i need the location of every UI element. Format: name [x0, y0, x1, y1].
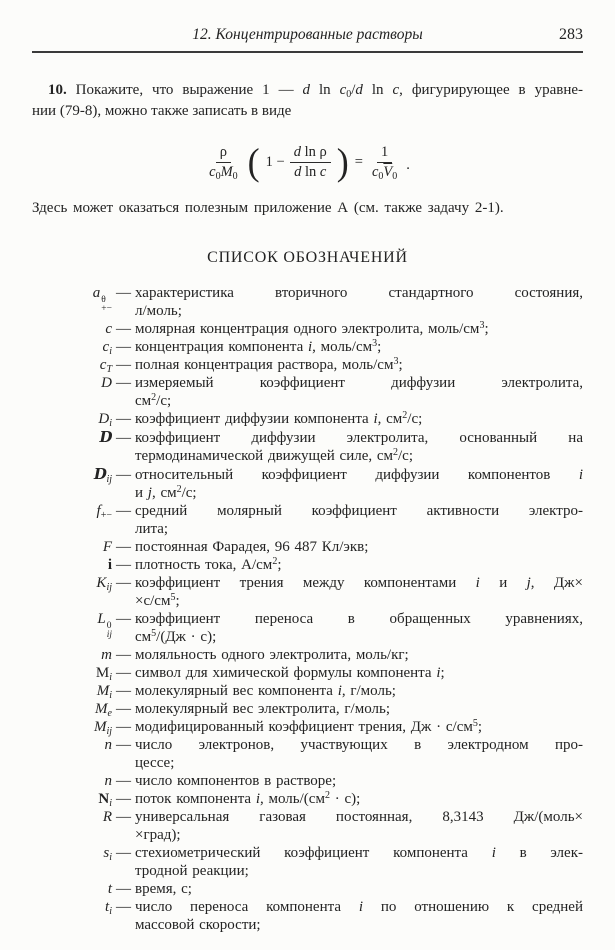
- symbol-description: средний молярный коэффициент активности электро- лита;: [135, 503, 583, 537]
- symbol-label: n: [104, 737, 112, 753]
- page-number: 283: [559, 26, 583, 43]
- symbol-row: [32, 898, 583, 934]
- symbol-dash: —: [116, 647, 131, 663]
- symbol-label: $s_i$: [103, 845, 112, 863]
- section-title: СПИСОК ОБОЗНАЧЕНИЙ: [207, 249, 408, 266]
- header-rule: [32, 51, 583, 53]
- symbol-label: $D_i$: [98, 411, 112, 429]
- symbol-label: t: [107, 881, 112, 897]
- symbol-dash: —: [116, 575, 131, 591]
- symbol-label: $M_e$: [95, 701, 112, 719]
- fraction-1-c0V0: $\frac{1}{c_0\overline{V}_0}$: [371, 143, 398, 182]
- symbol-label: $N_i$: [98, 791, 112, 809]
- equation: [32, 136, 583, 188]
- symbol-dash: —: [116, 719, 131, 735]
- symbol-label: F: [102, 539, 112, 555]
- symbol-label: D: [101, 375, 112, 391]
- symbol-row: [32, 428, 583, 465]
- symbol-label: $K_{ij}$: [96, 575, 112, 593]
- symbol-description: коэффициент переноса в обращенных уравнениях, $см^5/(Дж \cdot с)$;: [135, 611, 583, 645]
- symbol-description: коэффициент диффузии компонента i, $см^2/с$;: [135, 410, 423, 427]
- symbol-row: [32, 574, 583, 610]
- symbol-row: [32, 682, 583, 700]
- symbol-row: [32, 374, 583, 410]
- symbol-description: универсальная газовая постоянная, 8,3143 Дж/(моль× ×град);: [135, 809, 583, 843]
- symbol-dash: —: [116, 285, 131, 301]
- symbol-dash: —: [116, 773, 131, 789]
- symbol-row: [32, 538, 583, 556]
- symbol-description: коэффициент трения между компонентами i и j, Дж× $\times с/см^5$;: [135, 575, 583, 609]
- symbol-description: молекулярный вес электролита, г/моль;: [135, 701, 391, 717]
- problem-line-2: нии (79-8), можно также записать в виде: [32, 103, 292, 119]
- equation-lead: 1 −: [265, 154, 285, 170]
- symbol-dash: —: [116, 791, 131, 807]
- symbol-row: [32, 356, 583, 374]
- symbol-label: $M_i$: [96, 683, 112, 701]
- symbol-label: R: [102, 809, 112, 825]
- symbol-label: a θ +−: [92, 285, 112, 314]
- symbol-description: плотность тока, $А/см^2$;: [135, 556, 282, 573]
- symbol-row: [32, 465, 583, 502]
- problem-line-1: 10. Покажите, что выражение 1 — d $\ln c_0/d$ ln c, фигурирующее в уравне-: [48, 82, 583, 100]
- symbol-row: [32, 736, 583, 772]
- symbol-description: модифицированный коэффициент трения, Дж · $с/см^5$;: [135, 718, 483, 735]
- problem-paragraph: [32, 80, 583, 122]
- symbol-description: молекулярный вес компонента i, г/моль;: [135, 683, 396, 699]
- symbol-row: [32, 284, 583, 320]
- symbol-row: [32, 880, 583, 898]
- open-paren: (: [247, 141, 260, 183]
- page-header: [32, 26, 583, 44]
- close-paren: ): [336, 141, 349, 183]
- symbol-description: стехиометрический коэффициент компонента i в элек- тродной реакции;: [135, 845, 583, 879]
- symbol-label: D: [99, 428, 112, 446]
- symbol-dash: —: [116, 737, 131, 753]
- symbol-dash: —: [116, 467, 131, 483]
- symbol-description: молярная концентрация одного электролита, моль/$см^3$;: [135, 320, 489, 337]
- symbol-dash: —: [116, 809, 131, 825]
- fraction-rho-c0M0: $\frac{\rho}{c_0M_0}$: [209, 143, 238, 182]
- symbol-dash: —: [116, 357, 131, 373]
- symbol-row: [32, 502, 583, 538]
- symbol-row: [32, 772, 583, 790]
- symbol-row: [32, 646, 583, 664]
- running-head-title: 12. Концентрированные растворы: [192, 26, 423, 43]
- symbol-description: моляльность одного электролита, моль/кг;: [135, 647, 409, 663]
- symbol-description: число компонентов в растворе;: [135, 773, 337, 789]
- symbol-dash: —: [116, 611, 131, 627]
- symbol-label: $M_{ij}$: [93, 719, 112, 737]
- symbol-description: концентрация компонента i, моль/$см^3$;: [135, 338, 382, 355]
- symbol-label: c: [105, 321, 112, 337]
- symbol-label: $t_i$: [105, 899, 112, 917]
- symbol-row: [32, 556, 583, 574]
- symbol-description: поток компонента i, моль/$(см^2 \cdot с)$;: [135, 790, 361, 807]
- fraction-dlnrho-dlnc: $\frac{\text{d ln ρ}}{\text{d ln c}}$: [290, 144, 331, 181]
- symbol-dash: —: [116, 503, 131, 519]
- symbol-dash: —: [116, 321, 131, 337]
- equals-sign: =: [354, 154, 363, 170]
- symbol-dash: —: [116, 845, 131, 861]
- symbol-dash: —: [116, 665, 131, 681]
- symbol-row: [32, 790, 583, 808]
- equation-period: .: [406, 157, 410, 173]
- symbol-row: [32, 338, 583, 356]
- symbol-description: число переноса компонента i по отношению к средней массовой скорости;: [135, 899, 583, 933]
- symbol-label: i: [107, 557, 112, 573]
- note-paragraph: Здесь может оказаться полезным приложение А (см. также задачу 2-1).: [32, 200, 504, 216]
- symbol-row: [32, 718, 583, 736]
- symbol-dash: —: [116, 701, 131, 717]
- symbol-row: [32, 808, 583, 844]
- symbol-description: коэффициент диффузии электролита, основанный на термодинамической движущей силе, $см^2/с$;: [135, 430, 583, 464]
- symbol-row: [32, 664, 583, 682]
- symbol-label: n: [104, 773, 112, 789]
- symbol-description: измеряемый коэффициент диффузии электролита, $см^2/с$;: [135, 375, 583, 409]
- symbol-row: [32, 610, 583, 646]
- symbol-row: [32, 320, 583, 338]
- symbol-row: [32, 844, 583, 880]
- symbol-dash: —: [116, 430, 131, 446]
- symbol-label: $c_i$: [102, 339, 112, 357]
- symbol-dash: —: [116, 375, 131, 391]
- symbol-description: постоянная Фарадея, 96 487 Кл/экв;: [135, 539, 369, 555]
- symbol-label: $f_{+-}$: [96, 503, 112, 521]
- symbol-description: число электронов, участвующих в электродном про- цессе;: [135, 737, 583, 771]
- symbol-description: характеристика вторичного стандартного состояния, л/моль;: [135, 285, 583, 319]
- symbol-description: относительный коэффициент диффузии компонентов i и j, $см^2/с$;: [135, 467, 583, 501]
- symbol-dash: —: [116, 539, 131, 555]
- symbols-list: [32, 284, 583, 934]
- symbol-dash: —: [116, 683, 131, 699]
- symbol-dash: —: [116, 881, 131, 897]
- symbol-label: $c_T$: [99, 357, 112, 375]
- symbol-dash: —: [116, 411, 131, 427]
- symbol-label: L 0 ij: [97, 611, 112, 640]
- symbol-description: время, с;: [135, 881, 192, 897]
- symbol-dash: —: [116, 899, 131, 915]
- symbol-row: [32, 410, 583, 428]
- symbol-dash: —: [116, 557, 131, 573]
- symbol-label: m: [101, 647, 112, 663]
- symbol-row: [32, 700, 583, 718]
- symbol-description: символ для химической формулы компонента i;: [135, 665, 445, 681]
- symbol-label: $M_i$: [95, 665, 112, 683]
- symbol-description: полная концентрация раствора, моль/$см^3$;: [135, 356, 403, 373]
- symbol-label: $D_{ij}$: [93, 465, 112, 485]
- symbol-dash: —: [116, 339, 131, 355]
